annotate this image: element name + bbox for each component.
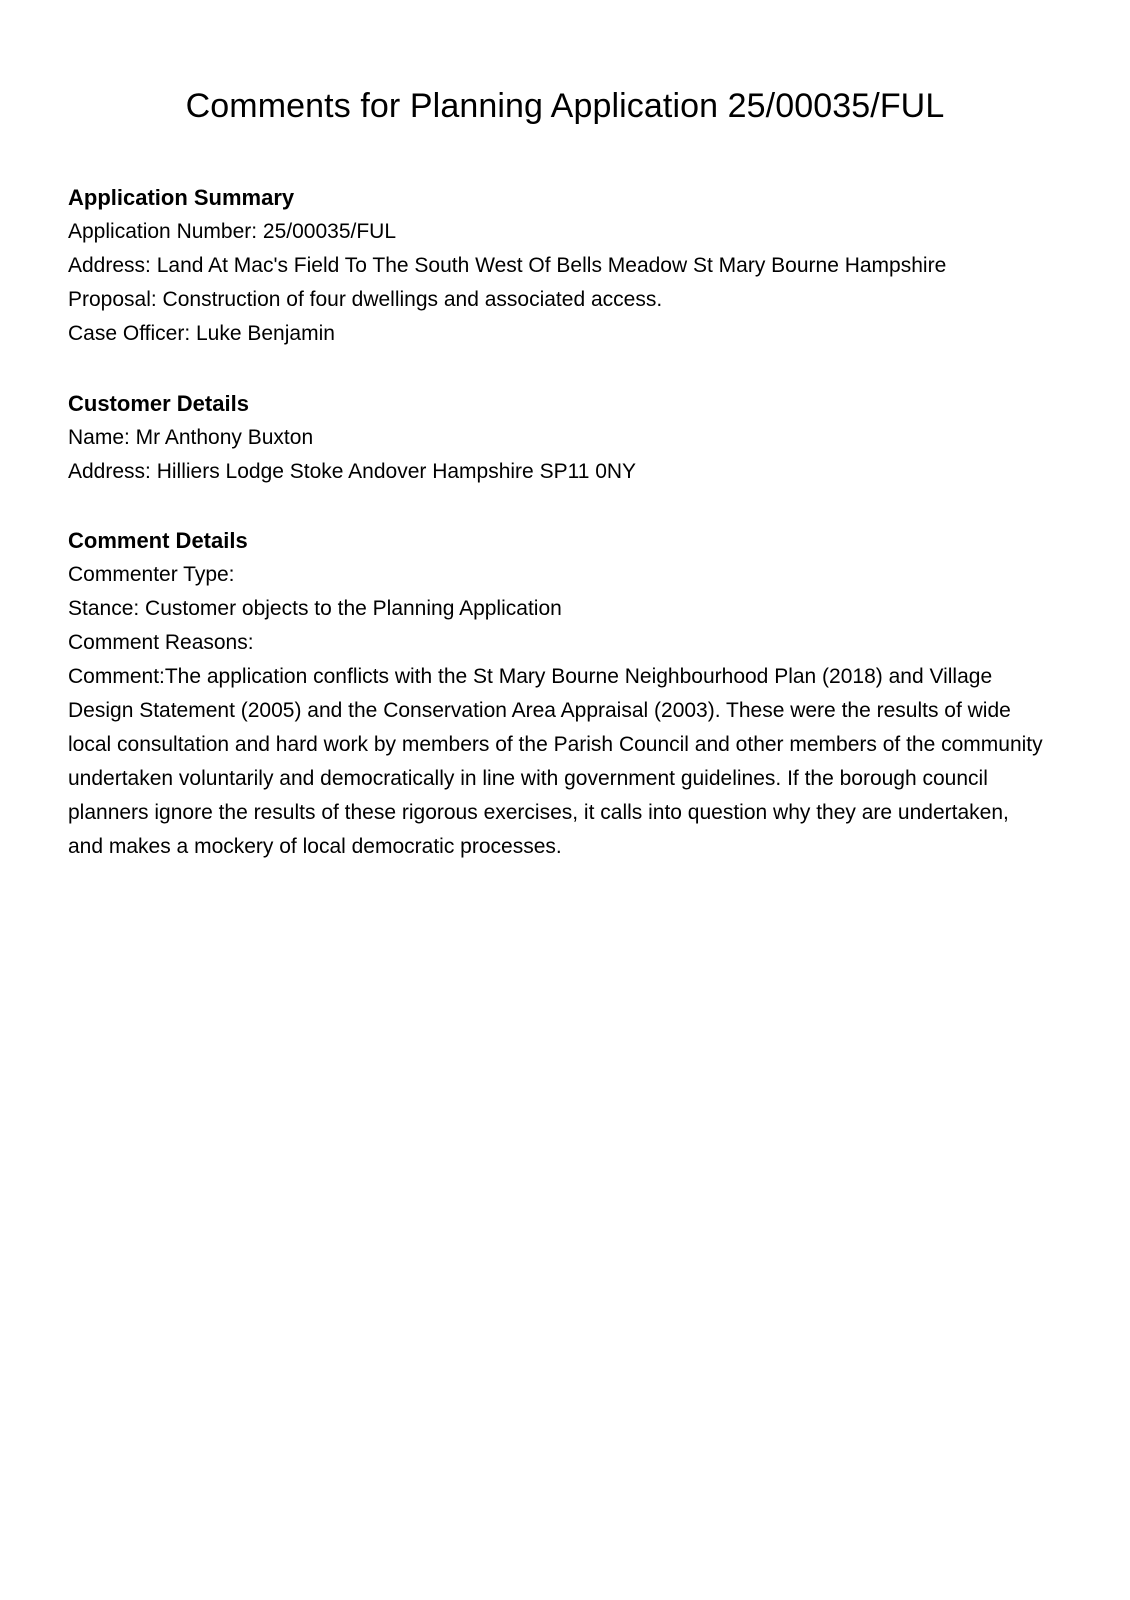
- comment-body: Comment:The application conflicts with the St Mary Bourne Neighbourhood Plan (2018) and Village Design Statement (2005) and the Conservation Area Appraisal (2003). These were the results of wide local consultation and hard work by members of the Parish Council and other members of the community undertaken voluntarily and democratically in line with government guidelines. If the borough council planners ignore the results of these rigorous exercises, it calls into question why they are undertaken, and makes a mockery of local democratic processes.: [68, 665, 1043, 858]
- case-officer: Case Officer: Luke Benjamin: [68, 322, 335, 345]
- commenter-type: Commenter Type:: [68, 563, 235, 586]
- comment-reasons: Comment Reasons:: [68, 631, 254, 654]
- page-title: Comments for Planning Application 25/00035/FUL: [185, 87, 945, 125]
- comment-details-heading: Comment Details: [68, 528, 248, 553]
- application-summary-section: [68, 181, 1068, 351]
- application-proposal: Proposal: Construction of four dwellings and associated access.: [68, 288, 663, 311]
- customer-details-section: [68, 387, 1068, 489]
- application-address: Address: Land At Mac's Field To The South West Of Bells Meadow St Mary Bourne Hampshire: [68, 254, 947, 277]
- application-number: Application Number: 25/00035/FUL: [68, 220, 397, 243]
- customer-details-heading: Customer Details: [68, 391, 249, 416]
- comment-details-section: [68, 524, 1068, 864]
- stance: Stance: Customer objects to the Planning Application: [68, 597, 562, 620]
- customer-address: Address: Hilliers Lodge Stoke Andover Hampshire SP11 0NY: [68, 460, 637, 483]
- customer-name: Name: Mr Anthony Buxton: [68, 426, 314, 449]
- application-summary-heading: Application Summary: [68, 185, 295, 210]
